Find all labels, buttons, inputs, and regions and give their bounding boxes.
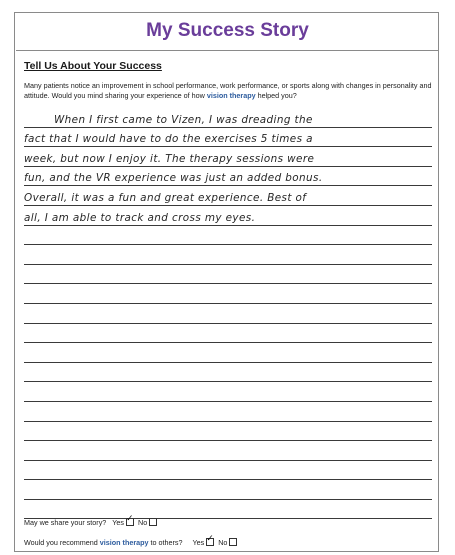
handwritten-text: all, I am able to track and cross my eyes. [24, 211, 256, 224]
blank-line[interactable] [24, 382, 432, 402]
share-yes-checkbox[interactable] [126, 518, 134, 526]
recommend-highlight: vision therapy [99, 538, 149, 547]
handwritten-text: When I first came to Vizen, I was dreading the [54, 113, 313, 126]
recommend-question [24, 538, 239, 547]
handwritten-text: Overall, it was a fun and great experience. Best of [24, 191, 307, 204]
blank-line[interactable] [24, 245, 432, 265]
recommend-label-before: Would you recommend [24, 538, 100, 547]
blank-line[interactable] [24, 363, 432, 383]
blank-line[interactable] [24, 226, 432, 246]
share-question-label: May we share your story? [24, 518, 107, 527]
intro-highlight: vision therapy [206, 91, 256, 100]
recommend-no-checkbox[interactable] [229, 538, 237, 546]
handwritten-line[interactable] [24, 186, 432, 206]
blank-line[interactable] [24, 461, 432, 481]
blank-line[interactable] [24, 422, 432, 442]
recommend-yes-checkbox[interactable] [206, 538, 214, 546]
writing-area[interactable] [24, 108, 432, 519]
blank-line[interactable] [24, 324, 432, 344]
title-divider [16, 50, 438, 51]
handwritten-text: fact that I would have to do the exercises 5 times a [24, 133, 313, 146]
handwritten-line[interactable] [24, 128, 432, 148]
handwritten-line[interactable] [24, 147, 432, 167]
blank-line[interactable] [24, 441, 432, 461]
blank-line[interactable] [24, 284, 432, 304]
intro-text-before: Many patients notice an improvement in school performance, work performance, or sports along with changes in personality and attitude. Would you mind sharing your experience of how [24, 81, 432, 100]
handwritten-line[interactable] [24, 206, 432, 226]
blank-line[interactable] [24, 500, 432, 520]
section-heading: Tell Us About Your Success [24, 60, 162, 72]
share-no-checkbox[interactable] [149, 518, 157, 526]
handwritten-text: fun, and the VR experience was just an added bonus. [24, 172, 323, 185]
share-yes-label: Yes [112, 518, 125, 527]
recommend-no-label: No [218, 538, 228, 547]
handwritten-line[interactable] [24, 167, 432, 187]
recommend-label-after: to others? [148, 538, 183, 547]
recommend-yes-label: Yes [192, 538, 205, 547]
intro-text-after: helped you? [255, 91, 297, 100]
handwritten-line[interactable] [24, 108, 432, 128]
form-title: My Success Story [146, 20, 309, 41]
intro-paragraph [24, 81, 434, 101]
blank-line[interactable] [24, 304, 432, 324]
share-no-label: No [138, 518, 148, 527]
blank-line[interactable] [24, 343, 432, 363]
blank-line[interactable] [24, 402, 432, 422]
handwritten-text: week, but now I enjoy it. The therapy sessions were [24, 152, 315, 165]
share-question [24, 518, 159, 527]
blank-line[interactable] [24, 480, 432, 500]
blank-line[interactable] [24, 265, 432, 285]
